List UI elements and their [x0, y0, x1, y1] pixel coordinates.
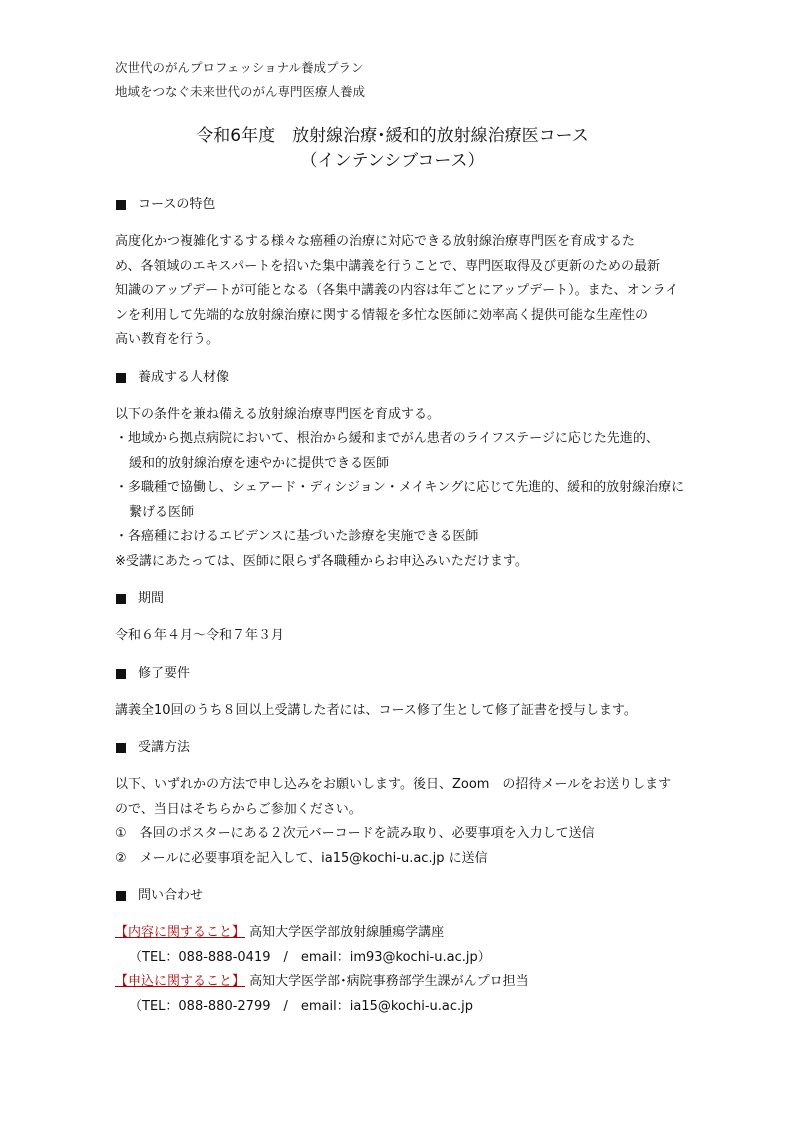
features-paragraph	[115, 230, 690, 353]
features-line: 高い教育を行う。	[115, 332, 220, 347]
contact-apply-detail: （TEL：088-880-2799 / email：ia15@kochi-u.ac.jp	[129, 998, 474, 1014]
ideal-note: ※受講にあたっては、医師に限らず各職種からお申込みいただけます。	[115, 553, 528, 569]
org-line-2: 地域をつなぐ未来世代のがん専門医療人養成	[115, 84, 366, 99]
title-line-1: 令和6年度 放射線治療･緩和的放射線治療医コース	[196, 126, 589, 146]
completion-text	[115, 699, 690, 724]
ideal-item: ・地域から拠点病院において、根治から緩和までがん患者のライフステージに応じた先進的、	[115, 431, 659, 446]
square-bullet-icon	[116, 669, 126, 679]
method-line: ので、当日はそちらからご参加ください。	[115, 801, 362, 817]
document-title	[95, 124, 690, 174]
method-line: 以下、いずれかの方法で申し込みをお願いします。後日、Zoom の招待メールをお送りします	[115, 777, 672, 792]
ideal-paragraph	[115, 403, 690, 575]
method-item: ① 各回のポスターにある２次元バーコードを読み取り、必要事項を入力して送信	[115, 826, 595, 841]
section-heading-period	[115, 588, 690, 610]
contact-content-org: 高知大学医学部放射線腫瘍学講座	[249, 925, 445, 940]
ideal-item-continued: 繋げる医師	[129, 504, 195, 520]
features-line: め、各領域のエキスパートを招いた集中講義を行うことで、専門医取得及び更新のための最新	[115, 258, 660, 274]
ideal-intro: 以下の条件を兼ね備える放射線治療専門医を育成する。	[115, 406, 441, 422]
contact-content-label: 【内容に関すること】	[115, 925, 246, 940]
section-heading-completion	[115, 663, 690, 685]
period-value: 令和６年４月～令和７年３月	[115, 628, 285, 643]
heading-text: コースの特色	[138, 197, 216, 212]
org-line-1: 次世代のがんプロフェッショナル養成プラン	[115, 60, 364, 75]
heading-text: 問い合わせ	[138, 888, 204, 903]
features-line: 高度化かつ複雑化するする様々な癌種の治療に対応できる放射線治療専門医を育成するた	[115, 234, 636, 249]
heading-text: 養成する人材像	[138, 369, 230, 385]
section-heading-features	[115, 194, 690, 216]
heading-text: 受講方法	[138, 740, 191, 755]
method-paragraph	[115, 773, 690, 871]
section-heading-method	[115, 737, 690, 759]
completion-value: 講義全10回のうち８回以上受講した者には、コース修了生として修了証書を授与します。	[115, 702, 637, 718]
square-bullet-icon	[116, 743, 126, 753]
document-page	[115, 56, 690, 1019]
ideal-item: ・各癌種におけるエビデンスに基づいた診療を実施できる医師	[115, 529, 479, 544]
heading-text: 修了要件	[138, 665, 191, 681]
period-text	[115, 624, 690, 649]
ideal-item: ・多職種で協働し、シェアード・ディシジョン・メイキングに応じて先進的、緩和的放射線治療に	[115, 480, 685, 495]
contact-apply-row	[115, 970, 690, 995]
title-line-2: （インテンシブコース）	[300, 151, 485, 171]
contact-content-detail: （TEL：088-888-0419 / email：im93@kochi-u.ac.jp）	[129, 949, 491, 965]
heading-text: 期間	[138, 591, 165, 606]
square-bullet-icon	[116, 373, 126, 383]
features-line: 知識のアップデートが可能となる（各集中講義の内容は年ごとにアップデート）。また、オンライ	[115, 283, 679, 298]
contact-apply-org: 高知大学医学部･病院事務部学生課がんプロ担当	[249, 974, 529, 989]
section-heading-ideal	[115, 367, 690, 389]
contact-content-row	[115, 921, 690, 946]
square-bullet-icon	[116, 891, 126, 901]
contact-apply-label: 【申込に関すること】	[115, 974, 246, 989]
square-bullet-icon	[116, 200, 126, 210]
contact-block	[115, 921, 690, 1019]
section-heading-contact	[115, 885, 690, 907]
organization-header	[115, 56, 690, 104]
ideal-item-continued: 緩和的放射線治療を速やかに提供できる医師	[129, 455, 390, 471]
square-bullet-icon	[116, 594, 126, 604]
features-line: ンを利用して先端的な放射線治療に関する情報を多忙な医師に効率高く提供可能な生産性の	[115, 307, 649, 323]
method-item: ② メールに必要事項を記入して、ia15@kochi-u.ac.jp に送信	[115, 850, 488, 866]
